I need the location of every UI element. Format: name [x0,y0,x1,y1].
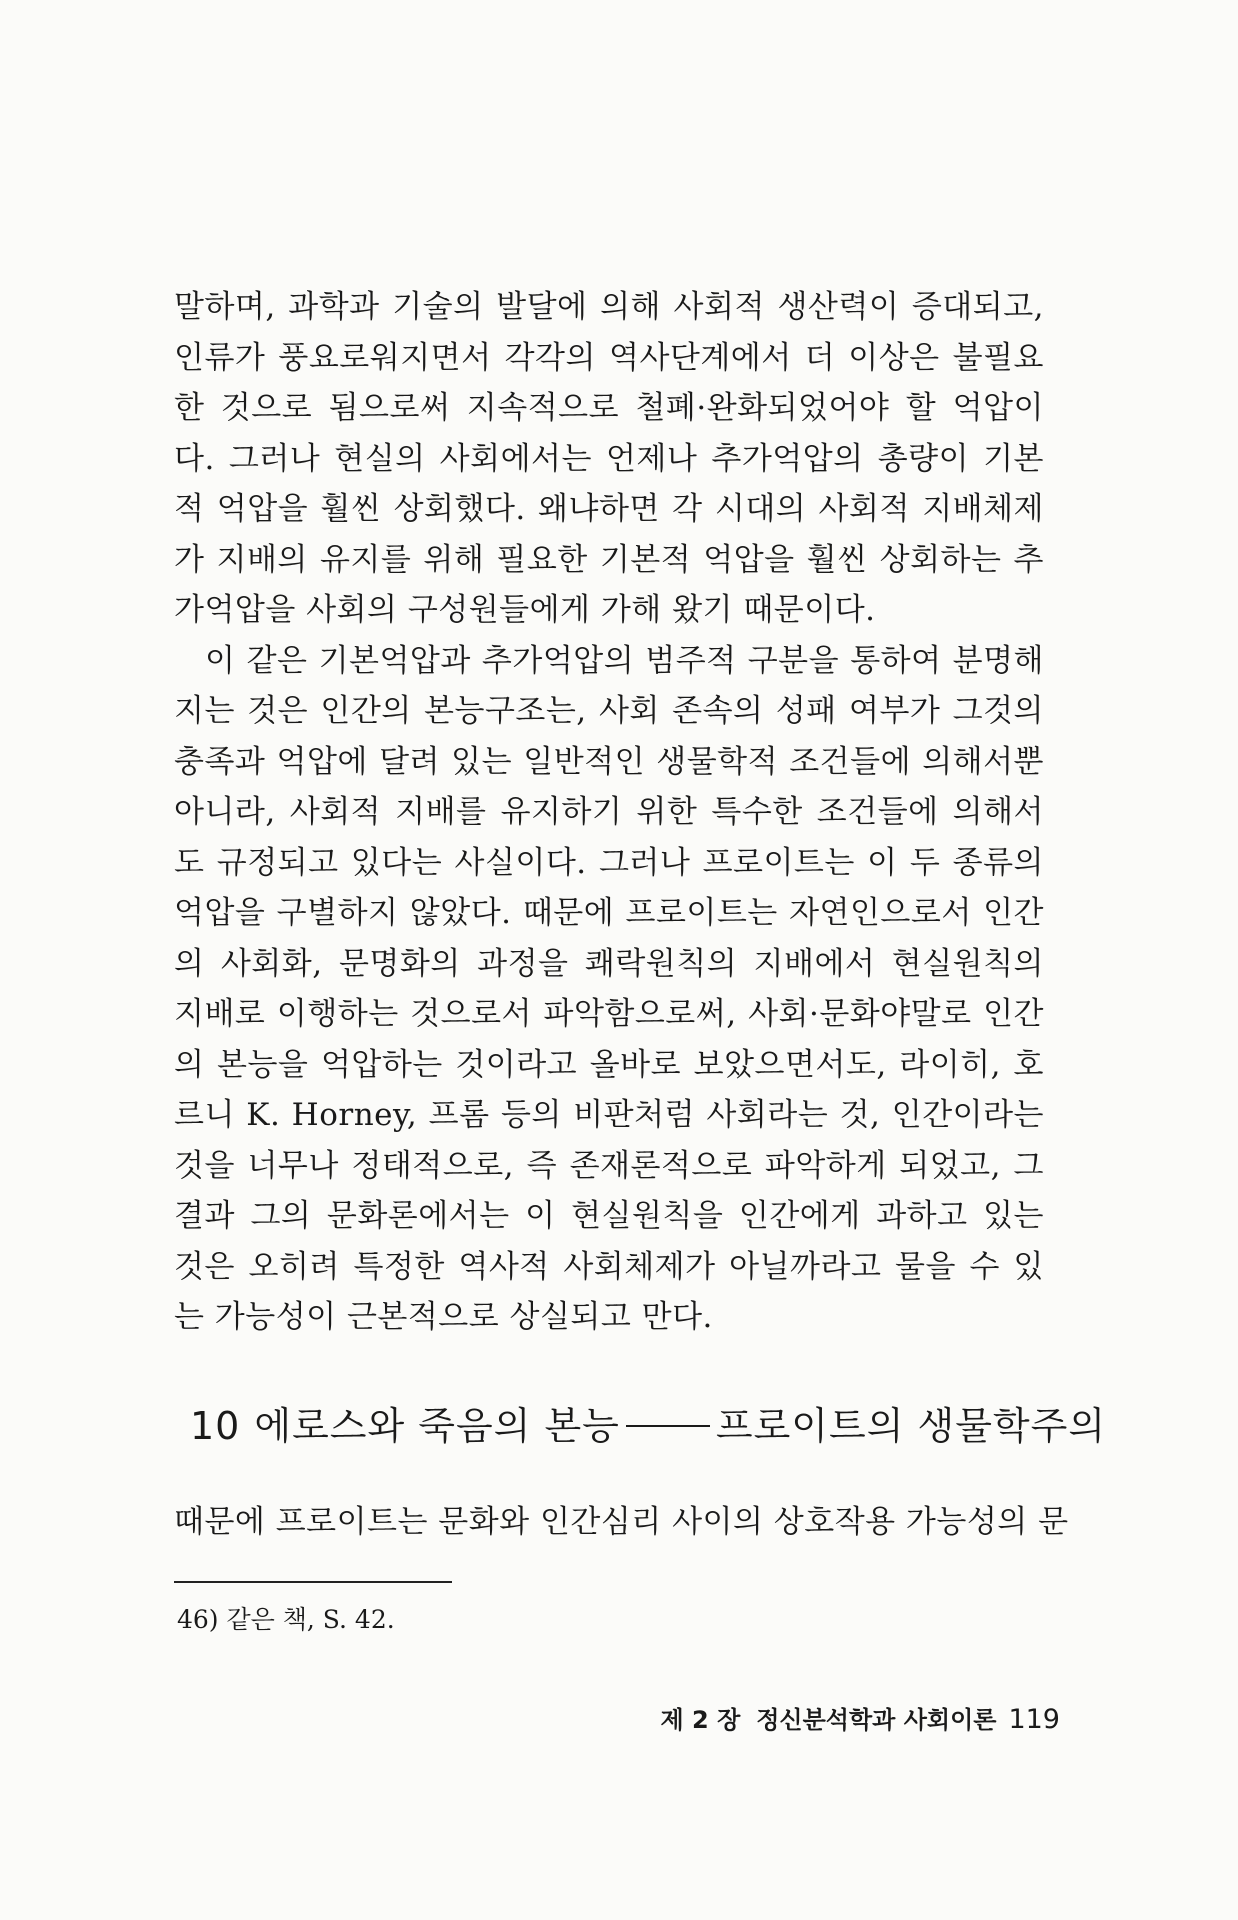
paragraph: 이 같은 기본억압과 추가억압의 범주적 구분을 통하여 분명해지는 것은 인간의 본능구조는, 사회 존속의 성패 여부가 그것의 충족과 억압에 달려 있는 일반적인 생물학적 조건들에 의해서뿐 아니라, 사회적 지배를 유지하기 위한 특수한 조건들에 의해서도 규정되고 있다는 사실이다. 그러나 프로이트는 이 두 종류의 억압을 구별하지 않았다. 때문에 프로이트는 자연인으로서 인간의 사회화, 문명화의 과정을 쾌락원칙의 지배에서 현실원칙의 지배로 이행하는 것으로서 파악함으로써, 사회·문화야말로 인간의 본능을 억압하는 것이라고 올바로 보았으면서도, 라이히, 호르니 K. Horney, 프롬 등의 비판처럼 사회라는 것, 인간이라는 것을 너무나 정태적으로, 즉 존재론적으로 파악하게 되었고, 그 결과 그의 문화론에서는 이 현실원칙을 인간에게 과하고 있는 것은 오히려 특정한 역사적 사회체제가 아닐까라고 물을 수 있는 가능성이 근본적으로 상실되고 만다. [174,642,1044,1335]
paragraph: 말하며, 과학과 기술의 발달에 의해 사회적 생산력이 증대되고, 인류가 풍요로워지면서 각각의 역사단계에서 더 이상은 불필요한 것으로 됨으로써 지속적으로 철폐·완화되었어야 할 억압이다. 그러나 현실의 사회에서는 언제나 추가억압의 총량이 기본적 억압을 훨씬 상회했다. 왜냐하면 각 시대의 사회적 지배체제가 지배의 유지를 위해 필요한 기본적 억압을 훨씬 상회하는 추가억압을 사회의 구성원들에게 가해 왔기 때문이다. [174,289,1044,628]
chapter-title: 정신분석학과 사회이론 [756,1706,997,1734]
continuation-text: 때문에 프로이트는 문화와 인간심리 사이의 상호작용 가능성의 문 [174,1504,1069,1540]
footnote-divider [174,1581,452,1583]
footnote: 46) 같은 책, S. 42. [177,1605,395,1634]
chapter-label: 제 2 장 [660,1706,741,1734]
body-text [174,282,1044,1343]
section-number: 10 [190,1404,241,1448]
page-number: 119 [1008,1704,1060,1735]
section-title-left: 에로스와 죽음의 본능 [254,1404,620,1448]
section-heading [190,1395,1107,1450]
em-dash-rule [626,1425,710,1427]
running-footer [610,1700,1060,1735]
section-title-right: 프로이트의 생물학주의 [715,1404,1107,1448]
